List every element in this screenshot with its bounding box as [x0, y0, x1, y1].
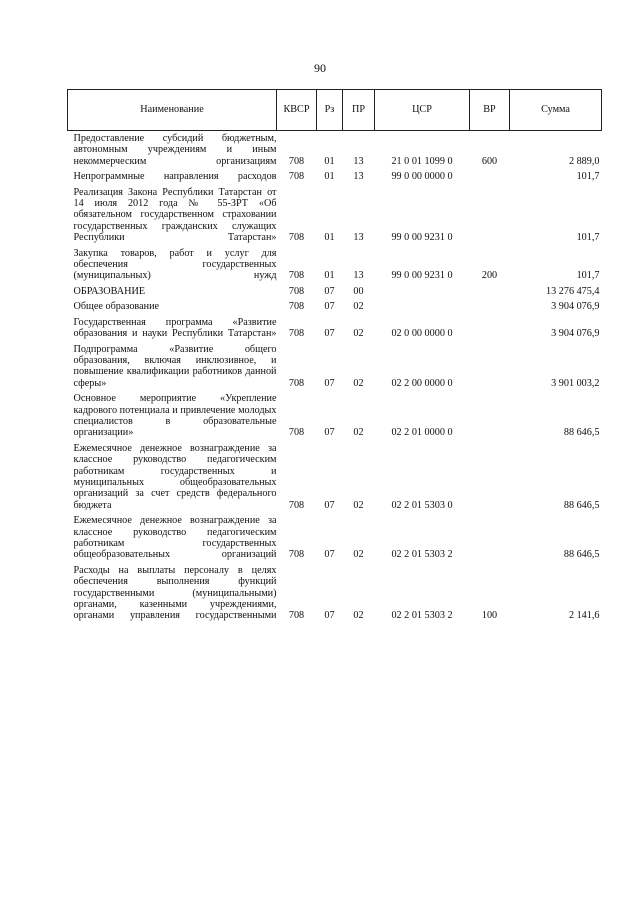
row-vr	[470, 392, 510, 442]
row-name: Закупка товаров, работ и услуг для обеспечения государственных (муниципальных) нужд	[73, 247, 277, 282]
row-sum: 101,7	[576, 232, 600, 244]
table-row	[68, 392, 602, 442]
row-vr	[470, 442, 510, 514]
row-rz: 07	[324, 328, 335, 340]
row-csr: 02 0 00 0000 0	[391, 328, 453, 340]
row-kvsr: 708	[288, 610, 305, 622]
row-pr: 02	[353, 549, 364, 561]
row-kvsr: 708	[288, 270, 305, 282]
table-row	[68, 564, 602, 625]
header-vr: ВР	[470, 90, 510, 131]
header-pr: ПР	[343, 90, 375, 131]
row-kvsr: 708	[288, 427, 305, 439]
row-csr: 02 2 01 5303 2	[391, 610, 453, 622]
row-pr: 00	[353, 285, 364, 297]
header-rz: Рз	[317, 90, 343, 131]
row-name: Общее образование	[73, 301, 160, 313]
row-name: Ежемесячное денежное вознаграждение за классное руководство педагогическим работникам государственных общеобразовательных организаций	[73, 515, 277, 561]
page-number: 90	[314, 61, 326, 75]
row-kvsr: 708	[288, 301, 305, 313]
row-sum: 101,7	[576, 270, 600, 282]
table-row	[68, 514, 602, 564]
header-sum: Сумма	[510, 90, 602, 131]
row-csr: 99 0 00 9231 0	[391, 270, 453, 282]
row-pr: 02	[353, 328, 364, 340]
row-name: ОБРАЗОВАНИЕ	[73, 285, 146, 297]
row-kvsr: 708	[288, 171, 305, 183]
row-sum: 2 141,6	[568, 610, 600, 622]
row-csr	[375, 285, 470, 300]
row-csr: 02 2 01 0000 0	[391, 427, 453, 439]
row-vr	[470, 186, 510, 247]
row-csr: 99 0 00 0000 0	[391, 171, 453, 183]
table-row	[68, 131, 602, 171]
row-rz: 07	[324, 610, 335, 622]
row-pr: 13	[353, 232, 364, 244]
table-row	[68, 316, 602, 343]
table-row	[68, 442, 602, 514]
row-name: Реализация Закона Республики Татарстан от 14 июля 2012 года № 55-ЗРТ «Об обязательном государственном страховании государственных гражданских служащих Республики Татарстан»	[73, 186, 277, 244]
row-pr: 13	[353, 155, 364, 167]
row-sum: 88 646,5	[563, 549, 600, 561]
row-sum: 3 901 003,2	[551, 377, 600, 389]
row-sum: 88 646,5	[563, 499, 600, 511]
row-csr: 02 2 01 5303 0	[391, 499, 453, 511]
row-vr	[470, 170, 510, 185]
table-header-row	[68, 90, 602, 131]
row-vr	[470, 285, 510, 300]
row-pr: 13	[353, 171, 364, 183]
row-vr	[470, 300, 510, 315]
row-csr	[375, 300, 470, 315]
row-csr: 02 2 00 0000 0	[391, 377, 453, 389]
row-sum: 13 276 475,4	[546, 285, 600, 297]
row-name: Основное мероприятие «Укрепление кадрового потенциала и привлечение молодых специалистов в образовательные организации»	[73, 393, 277, 439]
table-row	[68, 186, 602, 247]
row-sum: 88 646,5	[563, 427, 600, 439]
row-name: Непрограммные направления расходов	[73, 171, 277, 183]
row-sum: 2 889,0	[568, 155, 600, 167]
row-name: Предоставление субсидий бюджетным, автономным учреждениям и иным некоммерческим организациям	[73, 133, 277, 167]
row-kvsr: 708	[288, 499, 305, 511]
header-csr: ЦСР	[375, 90, 470, 131]
row-rz: 07	[324, 549, 335, 561]
row-pr: 13	[353, 270, 364, 282]
budget-table	[67, 89, 602, 625]
table-row	[68, 300, 602, 315]
row-kvsr: 708	[288, 232, 305, 244]
row-name: Подпрограмма «Развитие общего образования, включая инклюзивное, и повышение квалификации работников данной сферы»	[73, 343, 277, 389]
row-rz: 07	[324, 301, 335, 313]
row-kvsr: 708	[288, 328, 305, 340]
row-sum: 3 904 076,9	[551, 301, 600, 313]
row-csr: 02 2 01 5303 2	[391, 549, 453, 561]
table-row	[68, 170, 602, 185]
row-csr: 99 0 00 9231 0	[391, 232, 453, 244]
table-row	[68, 285, 602, 300]
row-vr: 200	[481, 270, 498, 282]
row-rz: 07	[324, 377, 335, 389]
row-sum: 3 904 076,9	[551, 328, 600, 340]
row-kvsr: 708	[288, 377, 305, 389]
row-pr: 02	[353, 610, 364, 622]
row-sum: 101,7	[576, 171, 600, 183]
row-pr: 02	[353, 427, 364, 439]
row-kvsr: 708	[288, 155, 305, 167]
row-vr	[470, 316, 510, 343]
row-rz: 01	[324, 155, 335, 167]
row-pr: 02	[353, 377, 364, 389]
row-vr	[470, 343, 510, 393]
table-row	[68, 343, 602, 393]
header-name: Наименование	[68, 90, 277, 131]
row-rz: 01	[324, 232, 335, 244]
row-vr: 600	[481, 155, 498, 167]
row-pr: 02	[353, 499, 364, 511]
row-pr: 02	[353, 301, 364, 313]
table-row	[68, 247, 602, 285]
row-name: Ежемесячное денежное вознаграждение за классное руководство педагогическим работникам государственных и муниципальных общеобразовательных организаций за счет средств федерального бюджета	[73, 442, 277, 511]
header-kvsr: КВСР	[277, 90, 317, 131]
row-vr: 100	[481, 610, 498, 622]
row-rz: 01	[324, 171, 335, 183]
row-vr	[470, 514, 510, 564]
row-rz: 07	[324, 285, 335, 297]
row-kvsr: 708	[288, 549, 305, 561]
row-csr: 21 0 01 1099 0	[391, 155, 453, 167]
row-rz: 01	[324, 270, 335, 282]
row-rz: 07	[324, 499, 335, 511]
row-name: Государственная программа «Развитие образования и науки Республики Татарстан»	[73, 316, 277, 340]
row-name: Расходы на выплаты персоналу в целях обеспечения выполнения функций государственными (муниципальными) органами, казенными учреждениями, органами управления государственными	[73, 564, 277, 622]
row-kvsr: 708	[288, 285, 305, 297]
row-rz: 07	[324, 427, 335, 439]
